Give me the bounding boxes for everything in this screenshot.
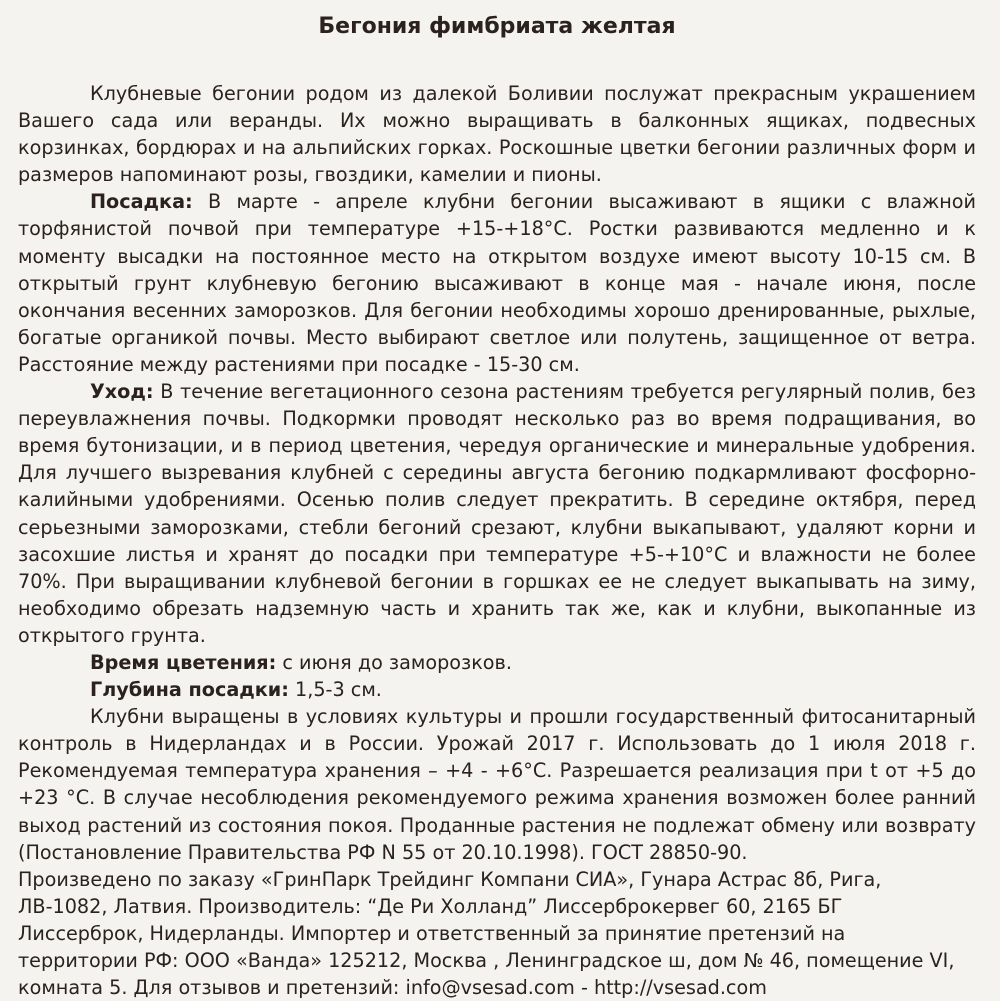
producer-info (18, 866, 976, 1001)
planting-label: Посадка: (90, 190, 193, 214)
bloom-paragraph (18, 649, 976, 676)
producer-line: ЛВ-1082, Латвия. Производитель: “Де Ри Холланд” Лиссерброкервег 60, 2165 БГ (18, 894, 843, 918)
care-label: Уход: (90, 380, 154, 404)
producer-line: территории РФ: ООО «Ванда» 125212, Москва , Ленинградское ш, дом № 46, помещение VI, (18, 949, 955, 972)
intro-paragraph: Клубневые бегонии родом из далекой Боливии послужат прекрасным украшением Вашего сада или веранды. Их можно выращивать в балконных ящиках, подвесных корзинках, бордюрах и на альпийских горках. Роскошные цветки бегонии различных форм и размеров напоминают розы, гвоздики, камелии и пионы. (18, 82, 976, 187)
control-paragraph: Клубни выращены в условиях культуры и прошли государственный фитосанитарный контроль в Нидерландах и в России. Урожай 2017 г. Использовать до 1 июля 2018 г. Рекомендуемая температура хранения – +4 - +6°С. Разрешается реализация при t от +5 до +23 °С. В случае несоблюдения рекомендуемого режима хранения возможен более ранний выход растений из состояния покоя. Проданные растения не подлежат обмену или возврату (Постановление Правительства РФ N 55 от 20.10.1998). ГОСТ 28850-90. (18, 705, 976, 864)
producer-line: Произведено по заказу «ГринПарк Трейдинг Компани СИА», Гунара Астрас 8б, Рига, (18, 867, 882, 891)
depth-text: 1,5-3 см. (288, 678, 382, 702)
depth-paragraph (18, 676, 976, 703)
bloom-label: Время цветения: (90, 650, 277, 674)
depth-label: Глубина посадки: (90, 678, 289, 702)
producer-line: комната 5. Для отзывов и претензий: info@vsesad.com - http://vsesad.com (18, 976, 767, 1000)
planting-text: В марте - апреле клубни бегонии высаживают в ящики с влажной торфянистой почвой при температуре +15-+18°С. Ростки развиваются медленно и к моменту высадки на постоянное место на открытом воздухе имеют высоту 10-15 см. В открытый грунт клубневую бегонию высаживают в конце мая - начале июня, после окончания весенних заморозков. Для бегонии необходимы хорошо дренированные, рыхлые, богатые органикой почвы. Место выбирают светлое или полутень, защищенное от ветра. Расстояние между растениями при посадке - 15-30 см. (18, 190, 976, 376)
bloom-text: с июня до заморозков. (276, 650, 512, 674)
planting-paragraph (18, 188, 976, 378)
producer-line: Лиссерброк, Нидерланды. Импортер и ответственный за принятие претензий на (18, 921, 846, 945)
page-title: Бегония фимбриата желтая (318, 14, 676, 39)
care-text: В течение вегетационного сезона растениям требуется регулярный полив, без переувлажнения почвы. Подкормки проводят несколько раз во время подращивания, во время бутонизации, и в период цветения, чередуя органические и минеральные удобрения. Для лучшего вызревания клубней с середины августа бегонию подкармливают фосфорно-калийными удобрениями. Осенью полив следует прекратить. В середине октября, перед серьезными заморозками, стебли бегоний срезают, клубни выкапывают, удаляют корни и засохшие листья и хранят до посадки при температуре +5-+10°С и влажности не более 70%. При выращивании клубневой бегонии в горшках ее не следует выкапывать на зиму, необходимо обрезать надземную часть и хранить так же, как и клубни, выкопанные из открытого грунта. (18, 380, 976, 647)
care-paragraph (18, 378, 976, 649)
